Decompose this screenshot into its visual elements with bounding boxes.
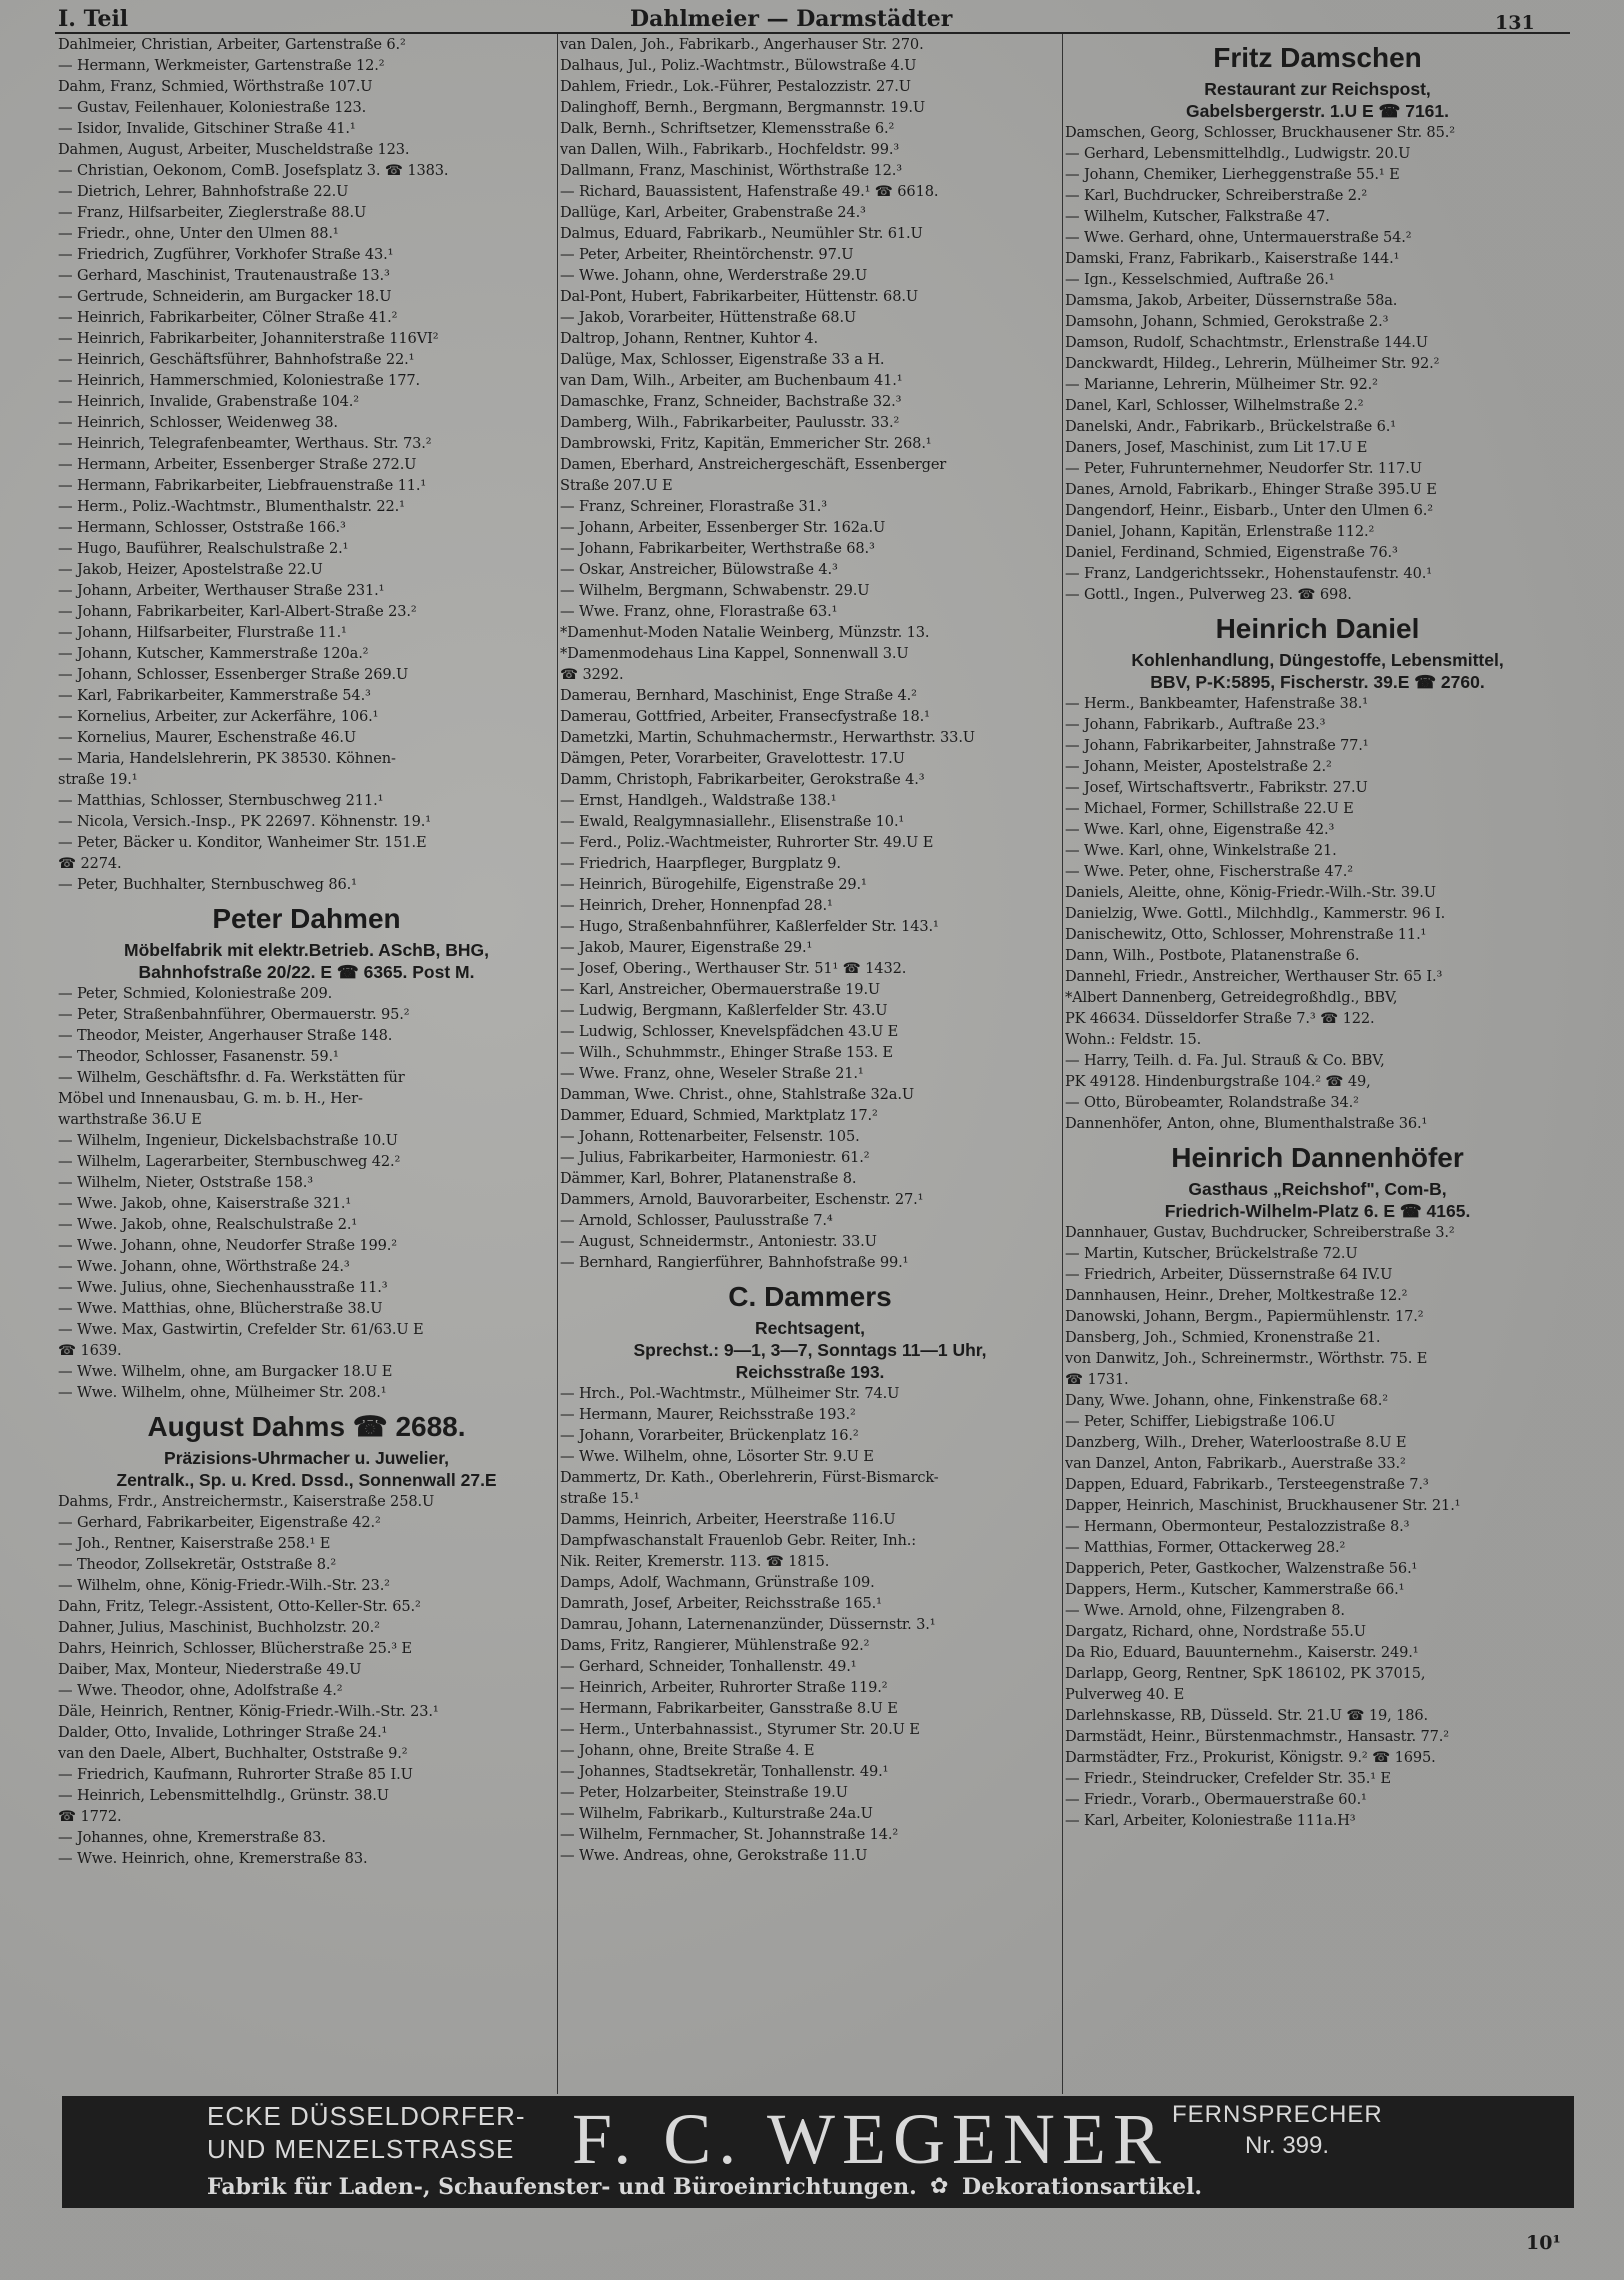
banner-company-name: F. C. WEGENER [572,2099,1168,2179]
banner-address-line-2: UND MENZELSTRASSE [207,2134,515,2164]
directory-entry: — Heinrich, Lebensmittelhdlg., Grünstr. 38.U [58,1785,555,1806]
directory-entry: Dappen, Eduard, Fabrikarb., Tersteegenstraße 7.³ [1065,1476,1429,1493]
directory-entry: Dämmer, Karl, Bohrer, Platanenstraße 8. [560,1170,857,1187]
directory-entry: Dahrs, Heinrich, Schlosser, Blücherstraße 25.³ E [58,1640,412,1657]
directory-entry: — Wilhelm, Nieter, Oststraße 158.³ [58,1172,555,1193]
directory-entry: — Peter, Straßenbahnführer, Obermauerstr. 95.² [58,1004,555,1025]
directory-entry: Dallüge, Karl, Arbeiter, Grabenstraße 24.³ [560,204,866,221]
directory-entry: Damerau, Bernhard, Maschinist, Enge Straße 4.² [560,687,917,704]
directory-entry: Danzberg, Wilh., Dreher, Waterloostraße 8.U E [1065,1434,1407,1451]
directory-entry: — Wwe. Andreas, ohne, Gerokstraße 11.U [560,1845,1060,1866]
corner-mark: 10¹ [1526,2232,1561,2254]
directory-entry: — Josef, Wirtschaftsvertr., Fabrikstr. 27.U [1065,777,1570,798]
directory-entry: — Johann, Rottenarbeiter, Felsenstr. 105. [560,1126,1060,1147]
directory-entry: — Wwe. Karl, ohne, Eigenstraße 42.³ [1065,819,1570,840]
directory-entry: — Johann, Arbeiter, Werthauser Straße 231.¹ [58,580,555,601]
directory-entry: — Johann, Hilfsarbeiter, Flurstraße 11.¹ [58,622,555,643]
directory-entry: Dahm, Franz, Schmied, Wörthstraße 107.U [58,78,373,95]
directory-entry: — Heinrich, Invalide, Grabenstraße 104.² [58,391,555,412]
directory-entry: — Heinrich, Geschäftsführer, Bahnhofstraße 22.¹ [58,349,555,370]
column-divider [1062,34,1063,2094]
directory-entry: — Wwe. Theodor, ohne, Adolfstraße 4.² [58,1680,555,1701]
directory-entry: — Karl, Buchdrucker, Schreiberstraße 2.² [1065,185,1570,206]
directory-entry: — Ferd., Poliz.-Wachtmeister, Ruhrorter Str. 49.U E [560,832,1060,853]
directory-entry: — Ewald, Realgymnasiallehr., Elisenstraße 10.¹ [560,811,1060,832]
directory-entry: ☎ 3292. [560,666,624,683]
advertiser-name: Peter Dahmen [212,903,401,934]
advertisement-block [1065,609,1570,693]
directory-entry: — Johann, Fabrikarbeiter, Jahnstraße 77.¹ [1065,735,1570,756]
directory-entry: — Wilhelm, Fernmacher, St. Johannstraße 14.² [560,1824,1060,1845]
directory-entry: — Dietrich, Lehrer, Bahnhofstraße 22.U [58,181,555,202]
directory-entry: PK 46634. Düsseldorfer Straße 7.³ ☎ 122. [1065,1010,1375,1027]
directory-entry: Daniels, Aleitte, ohne, König-Friedr.-Wilh.-Str. 39.U [1065,884,1436,901]
directory-entry: Dalüge, Max, Schlosser, Eigenstraße 33 a H. [560,351,885,368]
name-range: Dahlmeier — Darmstädter [630,6,953,32]
directory-entry: Damerau, Gottfried, Arbeiter, Fransecfystraße 18.¹ [560,708,930,725]
directory-entry: Damps, Adolf, Wachmann, Grünstraße 109. [560,1574,875,1591]
directory-entry: — Wilhelm, Kutscher, Falkstraße 47. [1065,206,1570,227]
directory-entry: Damen, Eberhard, Anstreichergeschäft, Essenberger [560,456,947,473]
directory-entry: — Wilhelm, Geschäftsfhr. d. Fa. Werkstätten für [58,1067,555,1088]
directory-entry: Dämgen, Peter, Vorarbeiter, Gravelottestr. 17.U [560,750,905,767]
directory-entry: Damsohn, Johann, Schmied, Gerokstraße 2.³ [1065,313,1389,330]
directory-entry: — Johann, Chemiker, Lierheggenstraße 55.¹ E [1065,164,1570,185]
directory-entry: Dappers, Herm., Kutscher, Kammerstraße 66.¹ [1065,1581,1405,1598]
directory-entry: — Hermann, Schlosser, Oststraße 166.³ [58,517,555,538]
directory-entry: — Johann, Kutscher, Kammerstraße 120a.² [58,643,555,664]
directory-entry: Dalhaus, Jul., Poliz.-Wachtmstr., Bülowstraße 4.U [560,57,917,74]
advertisement-line: Rechtsagent, [755,1318,865,1338]
banner-phone-label: FERNSPRECHER [1172,2101,1383,2128]
directory-entry: Daniel, Ferdinand, Schmied, Eigenstraße 76.³ [1065,544,1398,561]
directory-entry: Dahlem, Friedr., Lok.-Führer, Pestalozzistr. 27.U [560,78,911,95]
directory-entry: — Wwe. Julius, ohne, Siechenhausstraße 11.³ [58,1277,555,1298]
directory-entry: Dalinghoff, Bernh., Bergmann, Bergmannstr. 19.U [560,99,926,116]
directory-entry: Dansberg, Joh., Schmied, Kronenstraße 21. [1065,1329,1381,1346]
directory-entry: Dangendorf, Heinr., Eisbarb., Unter den Ulmen 6.² [1065,502,1433,519]
advertisement-line: Sprechst.: 9—1, 3—7, Sonntags 11—1 Uhr, [633,1340,987,1360]
directory-entry: — Wilhelm, ohne, König-Friedr.-Wilh.-Str. 23.² [58,1575,555,1596]
running-header [0,4,1624,34]
directory-entry: Daiber, Max, Monteur, Niederstraße 49.U [58,1661,362,1678]
directory-entry: Dampfwaschanstalt Frauenlob Gebr. Reiter, Inh.: [560,1532,917,1549]
directory-entry: — Jakob, Vorarbeiter, Hüttenstraße 68.U [560,307,1060,328]
directory-entry: Straße 207.U E [560,477,673,494]
directory-entry: — Heinrich, Bürogehilfe, Eigenstraße 29.¹ [560,874,1060,895]
directory-entry: Da Rio, Eduard, Bauunternehm., Kaiserstr. 249.¹ [1065,1644,1419,1661]
directory-entry: — Gerhard, Maschinist, Trautenaustraße 13.³ [58,265,555,286]
directory-entry: — Ludwig, Schlosser, Knevelspfädchen 43.U E [560,1021,1060,1042]
directory-entry: — Nicola, Versich.-Insp., PK 22697. Köhnenstr. 19.¹ [58,811,555,832]
directory-entry: Danckwardt, Hildeg., Lehrerin, Mülheimer Str. 92.² [1065,355,1440,372]
advertisement-line: Restaurant zur Reichspost, [1204,79,1431,99]
directory-entry: Dams, Fritz, Rangierer, Mühlenstraße 92.² [560,1637,870,1654]
directory-entry: Dahmen, August, Arbeiter, Muscheldstraße 123. [58,141,410,158]
directory-entry: Danes, Arnold, Fabrikarb., Ehinger Straße 395.U E [1065,481,1437,498]
directory-entry: — Wwe. Heinrich, ohne, Kremerstraße 83. [58,1848,555,1869]
advertisement-line: Zentralk., Sp. u. Kred. Dssd., Sonnenwall 27.E [116,1470,497,1490]
directory-entry: — Herm., Bankbeamter, Hafenstraße 38.¹ [1065,693,1570,714]
directory-entry: — Marianne, Lehrerin, Mülheimer Str. 92.² [1065,374,1570,395]
directory-entry: — Johann, Fabrikarbeiter, Werthstraße 68.³ [560,538,1060,559]
advertisement-line: Gasthaus „Reichshof", Com-B, [1188,1179,1447,1199]
directory-entry: van Dalen, Joh., Fabrikarb., Angerhauser Str. 270. [560,36,924,53]
advertisement-line: Friedrich-Wilhelm-Platz 6. E ☎ 4165. [1164,1201,1471,1221]
directory-entry: — Wwe. Gerhard, ohne, Untermauerstraße 54.² [1065,227,1570,248]
directory-entry: Danelski, Andr., Fabrikarb., Brückelstraße 6.¹ [1065,418,1396,435]
advertisement-banner [62,2096,1574,2208]
directory-entry: — Herm., Poliz.-Wachtmstr., Blumenthalstr. 22.¹ [58,496,555,517]
directory-entry: — Friedrich, Zugführer, Vorkhofer Straße 43.¹ [58,244,555,265]
directory-entry: — Hermann, Arbeiter, Essenberger Straße 272.U [58,454,555,475]
directory-entry: Damman, Wwe. Christ., ohne, Stahlstraße 32a.U [560,1086,914,1103]
directory-entry: — Friedr., Vorarb., Obermauerstraße 60.¹ [1065,1789,1570,1810]
directory-entry: — Wwe. Arnold, ohne, Filzengraben 8. [1065,1600,1570,1621]
directory-entry: Darlapp, Georg, Rentner, SpK 186102, PK 37015, [1065,1665,1426,1682]
column-divider [557,34,558,2094]
directory-entry: — Bernhard, Rangierführer, Bahnhofstraße 99.¹ [560,1252,1060,1273]
directory-entry: — Karl, Fabrikarbeiter, Kammerstraße 54.³ [58,685,555,706]
directory-entry: — Arnold, Schlosser, Paulusstraße 7.⁴ [560,1210,1060,1231]
directory-entry: — Otto, Bürobeamter, Rolandstraße 34.² [1065,1092,1570,1113]
directory-entry: Damms, Heinrich, Arbeiter, Heerstraße 116.U [560,1511,896,1528]
advertisement-line: Präzisions-Uhrmacher u. Juwelier, [164,1448,449,1468]
directory-entry: — Josef, Obering., Werthauser Str. 51¹ ☎ 1432. [560,958,1060,979]
directory-entry: — Kornelius, Maurer, Eschenstraße 46.U [58,727,555,748]
directory-entry: — Wwe. Johann, ohne, Wörthstraße 24.³ [58,1256,555,1277]
directory-entry: — Friedr., ohne, Unter den Ulmen 88.¹ [58,223,555,244]
directory-entry: — Wwe. Franz, ohne, Florastraße 63.¹ [560,601,1060,622]
advertisement-block [58,1407,555,1491]
directory-entry: — Hermann, Obermonteur, Pestalozzistraße 8.³ [1065,1516,1570,1537]
advertiser-name: August Dahms ☎ 2688. [147,1411,466,1442]
directory-entry: Pulverweg 40. E [1065,1686,1185,1703]
directory-entry: Dargatz, Richard, ohne, Nordstraße 55.U [1065,1623,1366,1640]
directory-entry: Daners, Josef, Maschinist, zum Lit 17.U E [1065,439,1368,456]
directory-entry: Danischewitz, Otto, Schlosser, Mohrenstraße 11.¹ [1065,926,1427,943]
advertisement-line: BBV, P-K:5895, Fischerstr. 39.E ☎ 2760. [1150,672,1485,692]
directory-entry: — Matthias, Schlosser, Sternbuschweg 211.¹ [58,790,555,811]
directory-entry: Danowski, Johann, Bergm., Papiermühlenstr. 17.² [1065,1308,1424,1325]
directory-entry: — Wwe. Jakob, ohne, Realschulstraße 2.¹ [58,1214,555,1235]
directory-entry: Dapperich, Peter, Gastkocher, Walzenstraße 56.¹ [1065,1560,1418,1577]
directory-entry: Dahner, Julius, Maschinist, Buchholzstr. 20.² [58,1619,380,1636]
directory-entry: — Ernst, Handlgeh., Waldstraße 138.¹ [560,790,1060,811]
directory-entry: — Hugo, Straßenbahnführer, Kaßlerfelder Str. 143.¹ [560,916,1060,937]
directory-entry: Dammers, Arnold, Bauvorarbeiter, Eschenstr. 27.¹ [560,1191,924,1208]
directory-entry: — Wwe. Max, Gastwirtin, Crefelder Str. 61/63.U E [58,1319,555,1340]
directory-entry: — Joh., Rentner, Kaiserstraße 258.¹ E [58,1533,555,1554]
directory-entry: straße 15.¹ [560,1490,640,1507]
directory-entry: — Wwe. Wilhelm, ohne, am Burgacker 18.U E [58,1361,555,1382]
directory-entry: — Maria, Handelslehrerin, PK 38530. Köhnen- [58,748,555,769]
directory-entry: van Danzel, Anton, Fabrikarb., Auerstraße 33.² [1065,1455,1406,1472]
banner-address-line-1: ECKE DÜSSELDORFER- [207,2101,526,2131]
directory-entry: Damrath, Josef, Arbeiter, Reichsstraße 165.¹ [560,1595,882,1612]
directory-entry: Darmstädter, Frz., Prokurist, Königstr. 9.² ☎ 1695. [1065,1749,1436,1766]
directory-entry: — Peter, Schiffer, Liebigstraße 106.U [1065,1411,1570,1432]
directory-entry: — Johann, Meister, Apostelstraße 2.² [1065,756,1570,777]
directory-entry: — Isidor, Invalide, Gitschiner Straße 41.¹ [58,118,555,139]
directory-entry: — Wwe. Karl, ohne, Winkelstraße 21. [1065,840,1570,861]
directory-entry: — Harry, Teilh. d. Fa. Jul. Strauß & Co. BBV, [1065,1050,1570,1071]
directory-entry: — Karl, Anstreicher, Obermauerstraße 19.U [560,979,1060,1000]
advertisement-line: Reichsstraße 193. [735,1362,885,1382]
advertisement-line: Kohlenhandlung, Düngestoffe, Lebensmittel, [1131,650,1504,670]
directory-entry: Damschen, Georg, Schlosser, Bruckhausener Str. 85.² [1065,124,1455,141]
directory-entry: Dany, Wwe. Johann, ohne, Finkenstraße 68.² [1065,1392,1388,1409]
directory-entry: Damm, Christoph, Fabrikarbeiter, Gerokstraße 4.³ [560,771,925,788]
directory-entry: van Dallen, Wilh., Fabrikarb., Hochfeldstr. 99.³ [560,141,900,158]
directory-entry: — Johann, Fabrikarb., Auftraße 23.³ [1065,714,1570,735]
banner-phone-number: Nr. 399. [1245,2132,1330,2159]
directory-entry: — Franz, Hilfsarbeiter, Zieglerstraße 88.U [58,202,555,223]
directory-entry: van den Daele, Albert, Buchhalter, Oststraße 9.² [58,1745,408,1762]
part-label: I. Teil [58,6,129,32]
directory-entry: Dametzki, Martin, Schuhmachermstr., Herwarthstr. 33.U [560,729,975,746]
directory-entry: Dal-Pont, Hubert, Fabrikarbeiter, Hüttenstr. 68.U [560,288,918,305]
directory-entry: — Friedr., Steindrucker, Crefelder Str. 35.¹ E [1065,1768,1570,1789]
directory-entry: Wohn.: Feldstr. 15. [1065,1031,1202,1048]
directory-entry: Dalk, Bernh., Schriftsetzer, Klemensstraße 6.² [560,120,895,137]
directory-entry: Dannhauer, Gustav, Buchdrucker, Schreiberstraße 3.² [1065,1224,1455,1241]
page-number: 131 [1495,12,1535,34]
directory-entry: — Heinrich, Fabrikarbeiter, Johanniterstraße 116VI² [58,328,555,349]
directory-entry: ☎ 1772. [58,1808,122,1825]
advertisement-block [1065,1138,1570,1222]
directory-entry: — Jakob, Maurer, Eigenstraße 29.¹ [560,937,1060,958]
directory-entry: *Damenhut-Moden Natalie Weinberg, Münzstr. 13. [560,624,930,641]
directory-entry: — Johann, Fabrikarbeiter, Karl-Albert-Straße 23.² [58,601,555,622]
directory-entry: — Johannes, ohne, Kremerstraße 83. [58,1827,555,1848]
directory-entry: Damberg, Wilh., Fabrikarbeiter, Paulusstr. 33.² [560,414,900,431]
directory-entry: — Franz, Schreiner, Florastraße 31.³ [560,496,1060,517]
directory-entry: — Peter, Schmied, Koloniestraße 209. [58,983,555,1004]
directory-column-3 [1065,34,1570,1831]
directory-entry: — Franz, Landgerichtssekr., Hohenstaufenstr. 40.¹ [1065,563,1570,584]
directory-entry: — Richard, Bauassistent, Hafenstraße 49.¹ ☎ 6618. [560,181,1060,202]
directory-entry: — Heinrich, Hammerschmied, Koloniestraße 177. [58,370,555,391]
directory-entry: Dambrowski, Fritz, Kapitän, Emmericher Str. 268.¹ [560,435,932,452]
directory-entry: — Wwe. Matthias, ohne, Blücherstraße 38.U [58,1298,555,1319]
directory-entry: Dammertz, Dr. Kath., Oberlehrerin, Fürst-Bismarck- [560,1469,939,1486]
directory-entry: — Heinrich, Dreher, Honnenpfad 28.¹ [560,895,1060,916]
directory-entry: — Gerhard, Schneider, Tonhallenstr. 49.¹ [560,1656,1060,1677]
banner-tagline: Fabrik für Laden-, Schaufenster- und Büroeinrichtungen. [207,2174,917,2200]
directory-entry: — Kornelius, Arbeiter, zur Ackerfähre, 106.¹ [58,706,555,727]
directory-entry: Dapper, Heinrich, Maschinist, Bruckhausener Str. 21.¹ [1065,1497,1461,1514]
directory-entry: ☎ 1731. [1065,1371,1129,1388]
directory-entry: — Theodor, Zollsekretär, Oststraße 8.² [58,1554,555,1575]
directory-entry: — Christian, Oekonom, ComB. Josefsplatz 3. ☎ 1383. [58,160,555,181]
directory-entry: — Ign., Kesselschmied, Auftraße 26.¹ [1065,269,1570,290]
directory-entry: — Wwe. Wilhelm, ohne, Mülheimer Str. 208.¹ [58,1382,555,1403]
directory-entry: — Heinrich, Arbeiter, Ruhrorter Straße 119.² [560,1677,1060,1698]
directory-entry: ☎ 2274. [58,855,122,872]
directory-entry: — Friedrich, Haarpfleger, Burgplatz 9. [560,853,1060,874]
directory-entry: — Wwe. Johann, ohne, Neudorfer Straße 199.² [58,1235,555,1256]
directory-entry: — Gerhard, Fabrikarbeiter, Eigenstraße 42.² [58,1512,555,1533]
advertisement-block [560,1277,1060,1383]
directory-entry: — Hermann, Fabrikarbeiter, Liebfrauenstraße 11.¹ [58,475,555,496]
directory-entry: Damsma, Jakob, Arbeiter, Düssernstraße 58a. [1065,292,1398,309]
directory-entry: — Heinrich, Telegrafenbeamter, Werthaus. Str. 73.² [58,433,555,454]
directory-entry: Däle, Heinrich, Rentner, König-Friedr.-Wilh.-Str. 23.¹ [58,1703,439,1720]
directory-entry: Dalder, Otto, Invalide, Lothringer Straße 24.¹ [58,1724,388,1741]
directory-entry: — Theodor, Meister, Angerhauser Straße 148. [58,1025,555,1046]
directory-entry: — Matthias, Former, Ottackerweg 28.² [1065,1537,1570,1558]
advertisement-block [1065,38,1570,122]
directory-entry: Damrau, Johann, Laternenanzünder, Düssernstr. 3.¹ [560,1616,936,1633]
directory-entry: — Friedrich, Arbeiter, Düssernstraße 64 IV.U [1065,1264,1570,1285]
directory-entry: Damaschke, Franz, Schneider, Bachstraße 32.³ [560,393,902,410]
directory-entry: *Damenmodehaus Lina Kappel, Sonnenwall 3.U [560,645,909,662]
directory-entry: Dahn, Fritz, Telegr.-Assistent, Otto-Keller-Str. 65.² [58,1598,421,1615]
directory-entry: straße 19.¹ [58,771,138,788]
directory-entry: — Peter, Bäcker u. Konditor, Wanheimer Str. 151.E [58,832,555,853]
directory-entry: Nik. Reiter, Kremerstr. 113. ☎ 1815. [560,1553,830,1570]
directory-entry: — Johannes, Stadtsekretär, Tonhallenstr. 49.¹ [560,1761,1060,1782]
directory-entry: Dannehl, Friedr., Anstreicher, Werthauser Str. 65 I.³ [1065,968,1443,985]
directory-entry: — Hermann, Fabrikarbeiter, Gansstraße 8.U E [560,1698,1060,1719]
directory-entry: Dann, Wilh., Postbote, Platanenstraße 6. [1065,947,1360,964]
directory-entry: — Friedrich, Kaufmann, Ruhrorter Straße 85 I.U [58,1764,555,1785]
directory-entry: — Hrch., Pol.-Wachtmstr., Mülheimer Str. 74.U [560,1383,1060,1404]
advertiser-name: Heinrich Daniel [1215,613,1420,644]
directory-entry: — Wilhelm, Fabrikarb., Kulturstraße 24a.U [560,1803,1060,1824]
advertiser-name: C. Dammers [728,1281,892,1312]
directory-entry: Dahms, Frdr., Anstreichermstr., Kaiserstraße 258.U [58,1493,435,1510]
directory-entry: von Danwitz, Joh., Schreinermstr., Wörthstr. 75. E [1065,1350,1428,1367]
directory-entry: — Wwe. Peter, ohne, Fischerstraße 47.² [1065,861,1570,882]
advertisement-block [58,899,555,983]
directory-entry: PK 49128. Hindenburgstraße 104.² ☎ 49, [1065,1073,1371,1090]
directory-entry: — Gustav, Feilenhauer, Koloniestraße 123. [58,97,555,118]
directory-entry: Danielzig, Wwe. Gottl., Milchhdlg., Kammerstr. 96 I. [1065,905,1446,922]
directory-entry: Dallmann, Franz, Maschinist, Wörthstraße 12.³ [560,162,902,179]
directory-entry: — Wwe. Jakob, ohne, Kaiserstraße 321.¹ [58,1193,555,1214]
advertiser-name: Fritz Damschen [1213,42,1422,73]
directory-entry: van Dam, Wilh., Arbeiter, am Buchenbaum 41.¹ [560,372,903,389]
directory-entry: Dalmus, Eduard, Fabrikarb., Neumühler Str. 61.U [560,225,923,242]
directory-entry: Darmstädt, Heinr., Bürstenmachmstr., Hansastr. 77.² [1065,1728,1449,1745]
directory-entry: *Albert Dannenberg, Getreidegroßhdlg., BBV, [1065,989,1398,1006]
advertiser-name: Heinrich Dannenhöfer [1171,1142,1464,1173]
directory-entry: — Karl, Arbeiter, Koloniestraße 111a.H³ [1065,1810,1570,1831]
directory-entry: — Peter, Holzarbeiter, Steinstraße 19.U [560,1782,1060,1803]
directory-entry: — Wilh., Schuhmmstr., Ehinger Straße 153. E [560,1042,1060,1063]
directory-entry: — Wilhelm, Ingenieur, Dickelsbachstraße 10.U [58,1130,555,1151]
directory-entry: — Martin, Kutscher, Brückelstraße 72.U [1065,1243,1570,1264]
directory-entry: — Johann, Vorarbeiter, Brückenplatz 16.² [560,1425,1060,1446]
directory-entry: ☎ 1639. [58,1342,122,1359]
advertisement-line: Bahnhofstraße 20/22. E ☎ 6365. Post M. [138,962,475,982]
directory-entry: Danel, Karl, Schlosser, Wilhelmstraße 2.² [1065,397,1364,414]
directory-entry: Daltrop, Johann, Rentner, Kuhtor 4. [560,330,819,347]
advertisement-line: Möbelfabrik mit elektr.Betrieb. ASchB, BHG, [124,940,489,960]
flower-ornament-icon: ✿ [930,2174,949,2199]
directory-entry: — Peter, Arbeiter, Rheintörchenstr. 97.U [560,244,1060,265]
directory-entry: — Johann, Arbeiter, Essenberger Str. 162a.U [560,517,1060,538]
directory-entry: — Oskar, Anstreicher, Bülowstraße 4.³ [560,559,1060,580]
directory-entry: warthstraße 36.U E [58,1111,202,1128]
directory-entry: Dammer, Eduard, Schmied, Marktplatz 17.² [560,1107,878,1124]
directory-entry: — Jakob, Heizer, Apostelstraße 22.U [58,559,555,580]
directory-entry: — Theodor, Schlosser, Fasanenstr. 59.¹ [58,1046,555,1067]
directory-entry: — Wwe. Wilhelm, ohne, Lösorter Str. 9.U E [560,1446,1060,1467]
directory-entry: Daniel, Johann, Kapitän, Erlenstraße 112.² [1065,523,1375,540]
directory-entry: — Gertrude, Schneiderin, am Burgacker 18.U [58,286,555,307]
directory-entry: — Wwe. Franz, ohne, Weseler Straße 21.¹ [560,1063,1060,1084]
directory-column-2 [560,34,1060,1866]
directory-entry: — Johann, ohne, Breite Straße 4. E [560,1740,1060,1761]
directory-entry: — Wilhelm, Bergmann, Schwabenstr. 29.U [560,580,1060,601]
directory-entry: — Johann, Schlosser, Essenberger Straße 269.U [58,664,555,685]
directory-entry: — August, Schneidermstr., Antoniestr. 33.U [560,1231,1060,1252]
directory-entry: — Heinrich, Fabrikarbeiter, Cölner Straße 41.² [58,307,555,328]
directory-entry: Dahlmeier, Christian, Arbeiter, Gartenstraße 6.² [58,36,406,53]
directory-entry: Darlehnskasse, RB, Düsseld. Str. 21.U ☎ 19, 186. [1065,1707,1429,1724]
directory-entry: Dannhausen, Heinr., Dreher, Moltkestraße 12.² [1065,1287,1408,1304]
directory-entry: — Hugo, Bauführer, Realschulstraße 2.¹ [58,538,555,559]
directory-entry: Möbel und Innenausbau, G. m. b. H., Her- [58,1090,363,1107]
advertisement-line: Gabelsbergerstr. 1.U E ☎ 7161. [1185,101,1450,121]
directory-entry: — Gerhard, Lebensmittelhdlg., Ludwigstr. 20.U [1065,143,1570,164]
directory-entry: — Peter, Buchhalter, Sternbuschweg 86.¹ [58,874,555,895]
directory-entry: — Ludwig, Bergmann, Kaßlerfelder Str. 43.U [560,1000,1060,1021]
banner-tagline-2: Dekorationsartikel. [962,2174,1203,2200]
directory-entry: — Hermann, Maurer, Reichsstraße 193.² [560,1404,1060,1425]
directory-entry: Dannenhöfer, Anton, ohne, Blumenthalstraße 36.¹ [1065,1115,1428,1132]
directory-entry: — Hermann, Werkmeister, Gartenstraße 12.² [58,55,555,76]
directory-entry: — Gottl., Ingen., Pulverweg 23. ☎ 698. [1065,584,1570,605]
directory-entry: — Peter, Fuhrunternehmer, Neudorfer Str. 117.U [1065,458,1570,479]
directory-entry: — Heinrich, Schlosser, Weidenweg 38. [58,412,555,433]
directory-entry: — Wilhelm, Lagerarbeiter, Sternbuschweg 42.² [58,1151,555,1172]
directory-entry: — Wwe. Johann, ohne, Werderstraße 29.U [560,265,1060,286]
directory-entry: Damski, Franz, Fabrikarb., Kaiserstraße 144.¹ [1065,250,1400,267]
directory-entry: — Michael, Former, Schillstraße 22.U E [1065,798,1570,819]
directory-entry: — Herm., Unterbahnassist., Styrumer Str. 20.U E [560,1719,1060,1740]
directory-entry: Damson, Rudolf, Schachtmstr., Erlenstraße 144.U [1065,334,1428,351]
directory-entry: — Julius, Fabrikarbeiter, Harmoniestr. 61.² [560,1147,1060,1168]
directory-column-1 [58,34,555,1869]
